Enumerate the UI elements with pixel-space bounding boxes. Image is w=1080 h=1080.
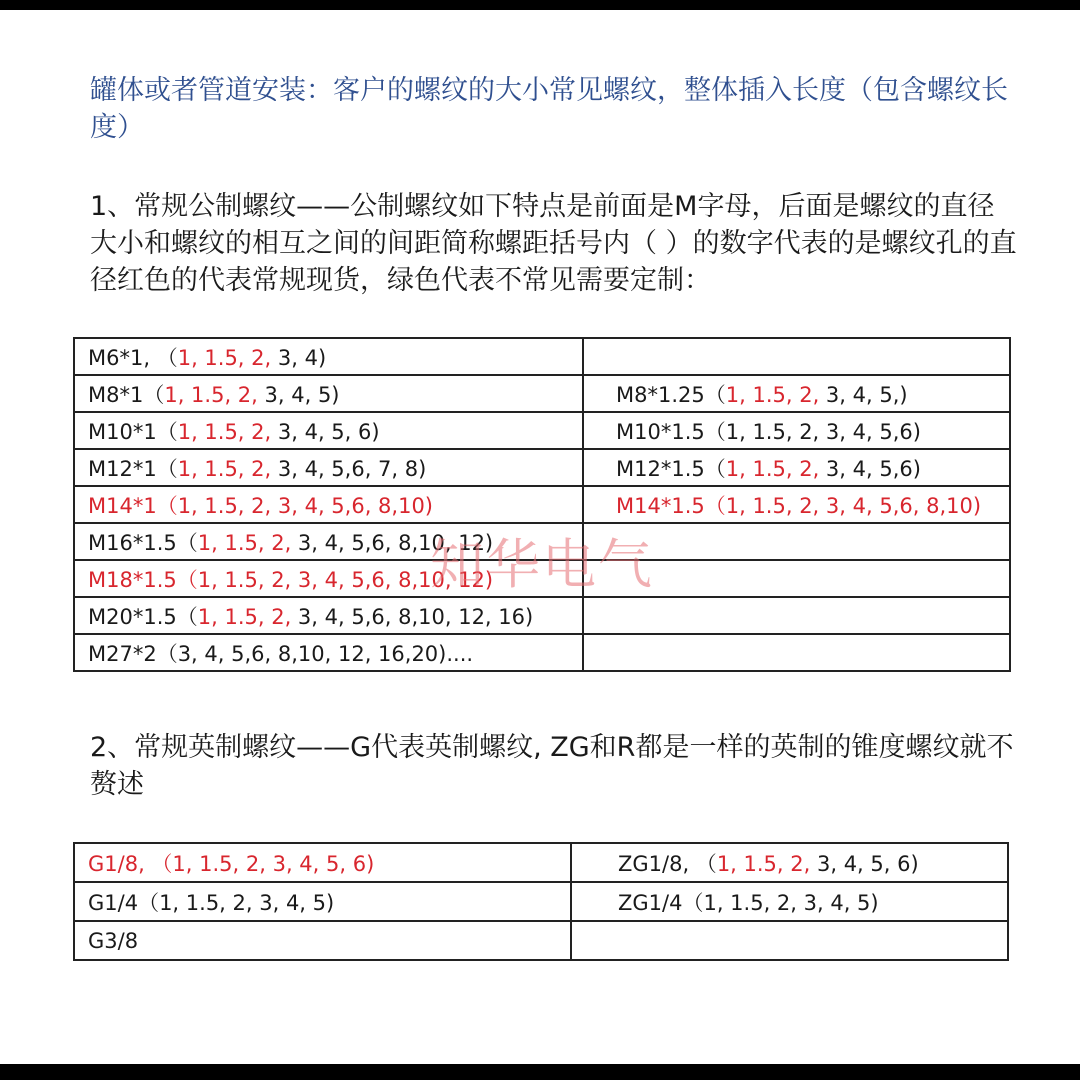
imperial-table-row xyxy=(74,882,1008,921)
metric-table-row xyxy=(74,449,1010,486)
imperial-table-cell-right xyxy=(571,843,1008,882)
thread-spec-segment: G3/8 xyxy=(88,928,139,953)
imperial-thread-table xyxy=(73,842,1009,961)
metric-table-row xyxy=(74,375,1010,412)
thread-spec-segment: 3, 4) xyxy=(271,345,327,370)
thread-spec-segment: M8*1.25（ xyxy=(616,382,726,407)
thread-spec-segment: M12*1（ xyxy=(88,456,178,481)
thread-spec-segment: 1, 1.5, 2, xyxy=(177,345,272,370)
thread-spec-segment: 3, 4, 5, 6) xyxy=(271,419,380,444)
metric-thread-table xyxy=(73,337,1011,672)
metric-table-cell-left xyxy=(74,560,583,597)
metric-table-row xyxy=(74,486,1010,523)
thread-spec-segment: M18*1.5（1, 1.5, 2, 3, 4, 5,6, 8,10, 12) xyxy=(88,567,494,592)
metric-table-cell-left xyxy=(74,486,583,523)
thread-spec-segment: M12*1.5（ xyxy=(616,456,726,481)
metric-table-row xyxy=(74,597,1010,634)
imperial-table-cell-right xyxy=(571,921,1008,960)
metric-table-row xyxy=(74,523,1010,560)
thread-spec-segment: G1/8, （1, 1.5, 2, 3, 4, 5, 6) xyxy=(88,851,375,876)
thread-spec-segment: M27*2（3, 4, 5,6, 8,10, 12, 16,20).... xyxy=(88,641,474,666)
thread-spec-segment: M14*1.5（1, 1.5, 2, 3, 4, 5,6, 8,10) xyxy=(616,493,982,518)
metric-table-cell-left xyxy=(74,412,583,449)
thread-spec-segment: 3, 4, 5) xyxy=(257,382,340,407)
thread-spec-segment: ZG1/8, （ xyxy=(618,851,717,876)
imperial-table-row xyxy=(74,921,1008,960)
metric-table-cell-right xyxy=(583,338,1010,375)
metric-table-cell-right xyxy=(583,375,1010,412)
metric-table-row xyxy=(74,338,1010,375)
thread-spec-segment: 1, 1.5, 2, xyxy=(725,382,820,407)
thread-spec-segment: M6*1, （ xyxy=(88,345,178,370)
thread-spec-segment: 3, 4, 5,6) xyxy=(819,456,921,481)
thread-spec-segment: M10*1.5（1, 1.5, 2, 3, 4, 5,6) xyxy=(616,419,921,444)
top-black-bar xyxy=(0,0,1080,10)
watermark-text: 知华电气 xyxy=(430,533,654,596)
thread-spec-segment: G1/4（1, 1.5, 2, 3, 4, 5) xyxy=(88,890,335,915)
metric-table-cell-left xyxy=(74,634,583,671)
metric-table-cell-right xyxy=(583,486,1010,523)
thread-spec-segment: 1, 1.5, 2, xyxy=(725,456,820,481)
metric-table-row xyxy=(74,412,1010,449)
metric-table-row xyxy=(74,634,1010,671)
metric-table-cell-left xyxy=(74,597,583,634)
thread-spec-segment: 1, 1.5, 2, xyxy=(197,604,292,629)
metric-table-cell-left xyxy=(74,338,583,375)
imperial-table-cell-right xyxy=(571,882,1008,921)
thread-spec-segment: 3, 4, 5,6, 8,10, 12, 16) xyxy=(291,604,534,629)
thread-spec-segment: 3, 4, 5,6, 8,10, 12) xyxy=(291,530,494,555)
thread-spec-segment: M10*1（ xyxy=(88,419,178,444)
thread-spec-segment: 1, 1.5, 2, xyxy=(177,456,272,481)
imperial-thread-description: 2、常规英制螺纹——G代表英制螺纹, ZG和R都是一样的英制的锥度螺纹就不赘述 xyxy=(90,732,1014,800)
metric-table-cell-left xyxy=(74,449,583,486)
page-heading: 罐体或者管道安装：客户的螺纹的大小常见螺纹，整体插入长度（包含螺纹长度） xyxy=(90,75,1008,143)
metric-table-cell-left xyxy=(74,523,583,560)
thread-spec-segment: ZG1/4（1, 1.5, 2, 3, 4, 5) xyxy=(618,890,879,915)
imperial-table-cell-left xyxy=(74,882,571,921)
metric-table-row xyxy=(74,560,1010,597)
thread-spec-segment: 3, 4, 5,6, 7, 8) xyxy=(271,456,427,481)
thread-spec-segment: 1, 1.5, 2, xyxy=(716,851,811,876)
metric-table-cell-right xyxy=(583,449,1010,486)
metric-table-cell-right xyxy=(583,523,1010,560)
thread-spec-segment: 1, 1.5, 2, xyxy=(197,530,292,555)
imperial-table-cell-left xyxy=(74,843,571,882)
metric-table-cell-left xyxy=(74,375,583,412)
metric-table-cell-right xyxy=(583,634,1010,671)
imperial-table-cell-left xyxy=(74,921,571,960)
thread-spec-segment: M8*1（ xyxy=(88,382,165,407)
metric-table-cell-right xyxy=(583,560,1010,597)
thread-spec-segment: 1, 1.5, 2, xyxy=(164,382,258,407)
thread-spec-segment: 1, 1.5, 2, xyxy=(177,419,272,444)
thread-spec-segment: M20*1.5（ xyxy=(88,604,198,629)
thread-spec-segment: 3, 4, 5,) xyxy=(819,382,908,407)
bottom-black-bar xyxy=(0,1064,1080,1080)
metric-table-cell-right xyxy=(583,597,1010,634)
metric-thread-description: 1、常规公制螺纹——公制螺纹如下特点是前面是M字母，后面是螺纹的直径大小和螺纹的相互之间的间距简称螺距括号内（ ）的数字代表的是螺纹孔的直径红色的代表常规现货，绿色代表不常见需要定制： xyxy=(90,191,1017,296)
imperial-table-row xyxy=(74,843,1008,882)
thread-spec-segment: M16*1.5（ xyxy=(88,530,198,555)
thread-spec-segment: M14*1（1, 1.5, 2, 3, 4, 5,6, 8,10) xyxy=(88,493,433,518)
thread-spec-segment: 3, 4, 5, 6) xyxy=(810,851,919,876)
metric-table-cell-right xyxy=(583,412,1010,449)
